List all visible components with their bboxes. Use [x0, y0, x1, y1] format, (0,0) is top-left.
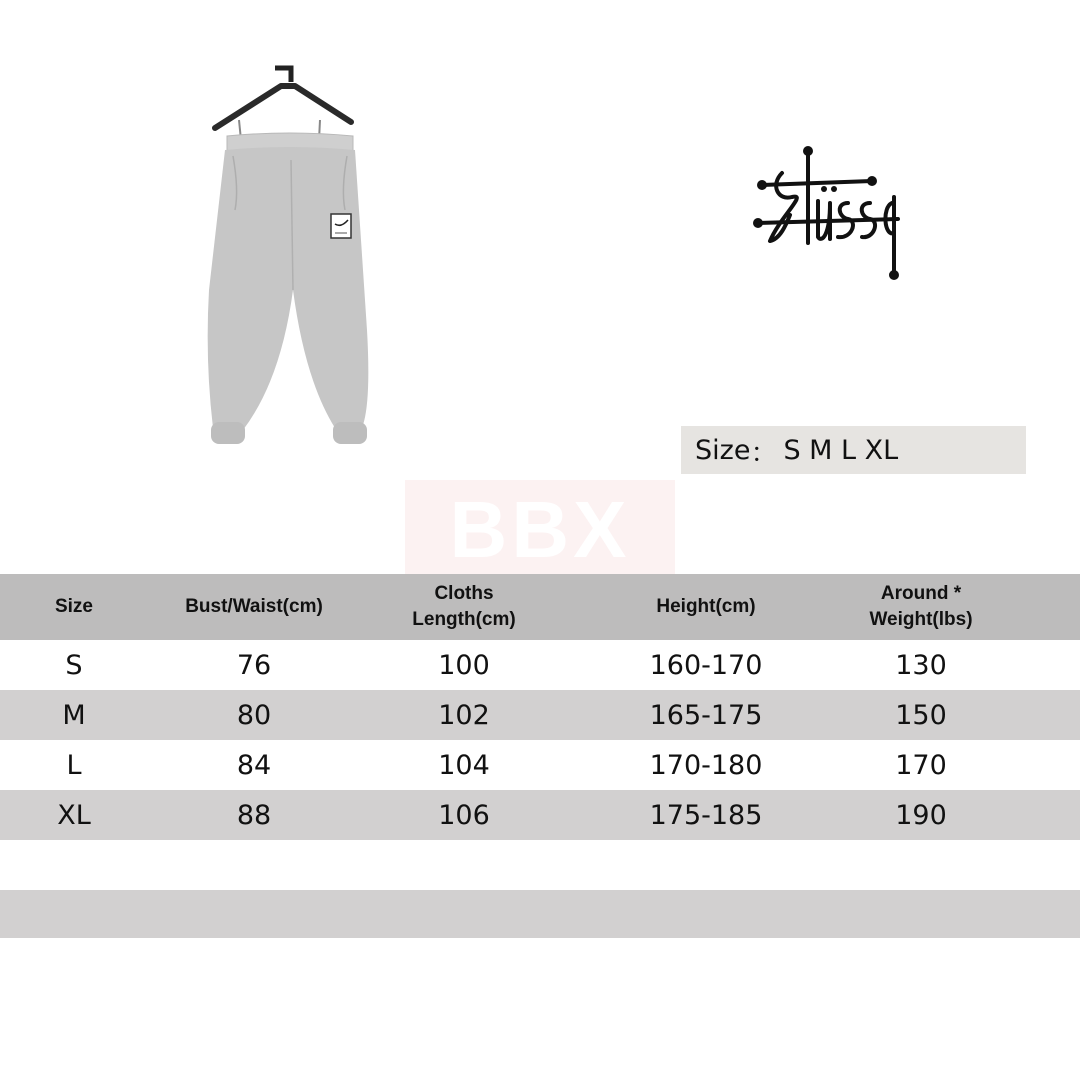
table-header-row [0, 574, 1080, 640]
brand-logo [752, 145, 912, 285]
hanger-hook [275, 68, 291, 82]
cell-length: 106 [438, 799, 490, 831]
cell-bust-waist: 80 [236, 699, 272, 731]
cell-bust-waist: 76 [236, 649, 272, 681]
cell-size: L [66, 749, 82, 781]
header-bust-waist: Bust/Waist(cm) [185, 596, 323, 617]
cell-size: M [62, 699, 86, 731]
cell-size: S [65, 649, 83, 681]
cell-weight: 190 [895, 799, 947, 831]
cell-length: 104 [438, 749, 490, 781]
product-image-sweatpants [195, 60, 385, 460]
cell-bust-waist: 84 [236, 749, 272, 781]
cell-length: 100 [438, 649, 490, 681]
size-separator: ： [750, 437, 778, 469]
cell-height: 165-175 [649, 699, 763, 731]
cell-size: XL [57, 799, 91, 831]
table-row [0, 690, 1080, 740]
header-weight: Around * Weight(lbs) [869, 583, 973, 630]
cell-height: 170-180 [649, 749, 763, 781]
hanger-bar [215, 86, 351, 128]
cell-weight: 150 [895, 699, 947, 731]
cell-bust-waist: 88 [236, 799, 272, 831]
watermark: BBX [405, 480, 675, 580]
header-size: Size [54, 596, 94, 617]
size-label: Size [695, 434, 751, 466]
cell-weight: 170 [895, 749, 947, 781]
table-row [0, 640, 1080, 690]
cell-length: 102 [438, 699, 490, 731]
swoosh-patch [331, 214, 351, 238]
cell-height: 175-185 [649, 799, 763, 831]
size-banner [681, 426, 1026, 474]
size-chart-table [0, 574, 1080, 840]
size-options: S M L XL [783, 434, 899, 466]
cell-height: 160-170 [649, 649, 763, 681]
table-row [0, 790, 1080, 840]
cell-weight: 130 [895, 649, 947, 681]
header-height: Height(cm) [656, 596, 756, 617]
header-cloths-length: Cloths Length(cm) [412, 583, 516, 630]
table-row [0, 740, 1080, 790]
footer-bar [0, 890, 1080, 938]
